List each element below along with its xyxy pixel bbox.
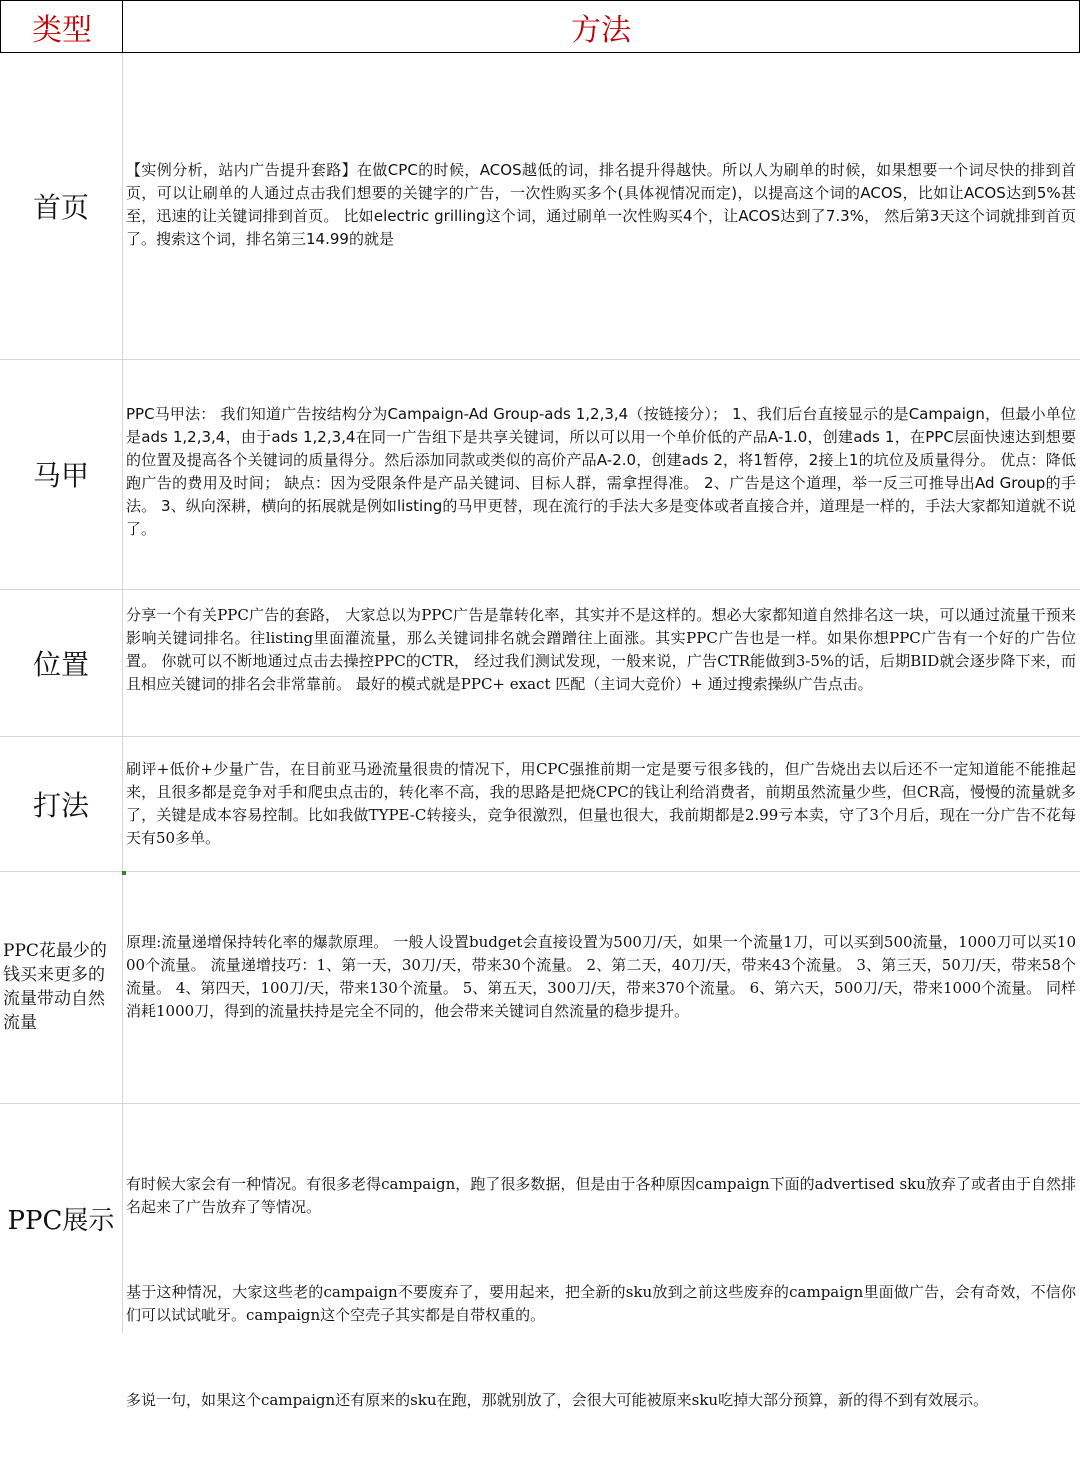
type-cell: 马甲: [32, 459, 89, 492]
type-cell: 位置: [32, 647, 89, 681]
table-row-ppc-traffic[interactable]: [0, 871, 1080, 1104]
cell-comment-marker: [122, 871, 126, 875]
header-method-label: 方法: [571, 12, 631, 48]
table-row-tactic[interactable]: [0, 736, 1080, 872]
method-text: 分享一个有关PPC广告的套路， 大家总以为PPC广告是靠转化率，其实并不是这样的。想必大家都知道自然排名这一块，可以通过流量干预来影响关键词排名。往listing里面灌流量，那么关键词排名就会蹭蹭往上面涨。其实PPC广告也是一样。如果你想PPC广告有一个好的广告位置。 你就可以不断地通过点击去操控PPC的CTR， 经过我们测试发现，一般来说，广告CTR能做到3-5%的话，后期BID就会逐步降下来，而且相应关键词的排名会非常靠前。 最好的模式就是PPC+ exact 匹配（主词大竞价）+ 通过搜索操纵广告点击。: [126, 606, 1076, 693]
header-type-cell[interactable]: [0, 0, 124, 53]
method-text-block: [126, 1127, 1076, 1474]
table-row-vest[interactable]: [0, 359, 1080, 590]
table-row-ppc-display[interactable]: [0, 1103, 1080, 1409]
method-text: 【实例分析，站内广告提升套路】在做CPC的时候，ACOS越低的词，排名提升得越快。所以人为刷单的时候，如果想要一个词尽快的排到首页，可以让刷单的人通过点击我们想要的关键字的广告，一次性购买多个(具体视情况而定)，以提高这个词的ACOS，比如让ACOS达到5%甚至，迅速的让关键词排到首页。 比如electric grilling这个词，通过刷单一次性购买4个，让ACOS达到了7.3%， 然后第3天这个词就排到首页了。搜索这个词，排名第三14.99的就是: [126, 161, 1076, 248]
table-row-homepage[interactable]: [0, 53, 1080, 360]
type-cell: 打法: [32, 788, 89, 822]
method-text: 刷评+低价+少量广告，在目前亚马逊流量很贵的情况下，用CPC强推前期一定是要亏很多钱的，但广告烧出去以后还不一定知道能不能推起来，且很多都是竞争对手和爬虫点击的，转化率不高，我的思路是把烧CPC的钱让利给消费者，前期虽然流量少些，但CR高，慢慢的流量就多了，关键是成本容易控制。比如我做TYPE-C转接头，竞争很激烈，但量也很大，我前期都是2.99亏本卖，守了3个月后，现在一分广告不花每天有50多单。: [126, 760, 1076, 847]
method-text: 原理:流量递增保持转化率的爆款原理。 一般人设置budget会直接设置为500刀/天，如果一个流量1刀，可以买到500流量，1000刀可以买1000个流量。 流量递增技巧：1、第一天，30刀/天，带来30个流量。 2、第二天，40刀/天，带来43个流量。 3、第三天，50刀/天，带来58个流量。 4、第四天，100刀/天，带来130个流量。 5、第五天，300刀/天，带来370个流量。 6、第六天，500刀/天，带来1000个流量。 同样消耗1000刀，得到的流量扶持是完全不同的，他会带来关键词自然流量的稳步提升。: [126, 933, 1076, 1020]
type-cell: PPC花最少的钱买来更多的流量带动自然流量: [3, 941, 107, 1033]
type-cell: 首页: [32, 191, 89, 224]
method-paragraph: 有时候大家会有一种情况。有很多老得campaign，跑了很多数据，但是由于各种原因campaign下面的advertised sku放弃了或者由于自然排名起来了广告放弃了等情况。: [126, 1175, 1076, 1216]
header-type-label: 类型: [32, 12, 92, 48]
method-paragraph: 基于这种情况，大家这些老的campaign不要废弃了，要用起来，把全新的sku放到之前这些废弃的campaign里面做广告，会有奇效，不信你们可以试试呲牙。campaign这个空壳子其实都是自带权重的。: [126, 1283, 1076, 1324]
method-paragraph: 多说一句，如果这个campaign还有原来的sku在跑，那就别放了，会很大可能被原来sku吃掉大部分预算，新的得不到有效展示。: [126, 1391, 989, 1409]
table-row-position[interactable]: [0, 589, 1080, 737]
method-text: PPC马甲法： 我们知道广告按结构分为Campaign-Ad Group-ads 1,2,3,4（按链接分）； 1、我们后台直接显示的是Campaign，但最小单位是ads 1,2,3,4，由于ads 1,2,3,4在同一广告组下是共享关键词，所以可以用一个单价低的产品A-1.0，创建ads 1，在PPC层面快速达到想要的位置及提高各个关键词的质量得分。然后添加同款或类似的高价产品A-2.0，创建ads 2，将1暂停，2接上1的坑位及质量得分。 优点：降低跑广告的费用及时间； 缺点：因为受限条件是产品关键词、目标人群，需拿捏得准。 2、广告是这个道理，举一反三可推导出Ad Group的手法。 3、纵向深耕，横向的拓展就是例如listing的马甲更替，现在流行的手法大多是变体或者直接合并，道理是一样的，手法大家都知道就不说了。: [126, 405, 1076, 538]
type-cell: PPC展示: [7, 1205, 115, 1236]
header-method-cell[interactable]: [122, 0, 1080, 53]
